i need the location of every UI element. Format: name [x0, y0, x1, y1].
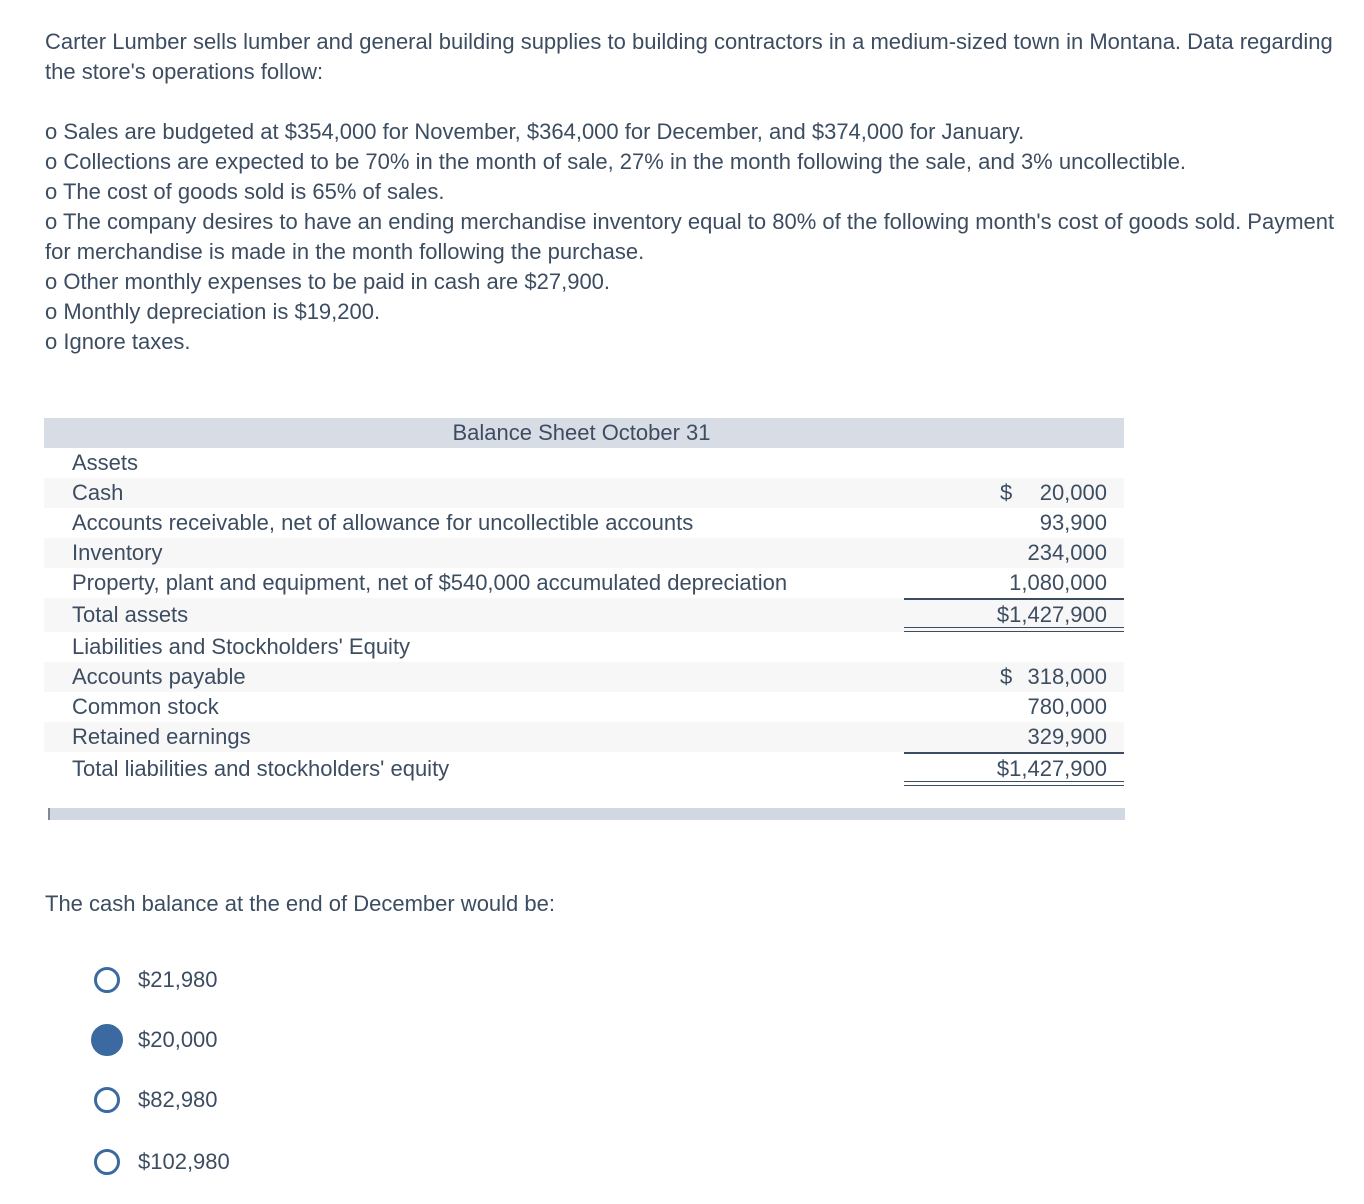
answer-option[interactable]	[94, 1145, 230, 1179]
radio-button[interactable]	[94, 1149, 120, 1175]
problem-intro: Carter Lumber sells lumber and general building supplies to building contractors in a medium-sized town in Montana. Data regarding the store's operations follow:	[45, 29, 1333, 84]
accounts-payable-value: 318,000	[1027, 664, 1107, 689]
balance-sheet-title: Balance Sheet October 31	[44, 418, 1124, 448]
table-row	[44, 632, 1124, 662]
inventory-label: Inventory	[72, 540, 163, 565]
assumption-item: o Ignore taxes.	[45, 329, 191, 354]
total-liabilities-equity-value: $1,427,900	[996, 756, 1107, 781]
answer-option[interactable]	[94, 1023, 218, 1057]
inventory-value: 234,000	[1027, 540, 1107, 565]
total-assets-value: $1,427,900	[996, 602, 1107, 627]
ppe-value: 1,080,000	[1009, 570, 1107, 595]
answer-option[interactable]	[94, 963, 218, 997]
retained-earnings-value: 329,900	[1027, 724, 1107, 749]
radio-button[interactable]	[94, 1087, 120, 1113]
total-assets-label: Total assets	[72, 602, 189, 627]
answer-option-label[interactable]: $21,980	[138, 967, 218, 992]
assumption-item: o Other monthly expenses to be paid in cash are $27,900.	[45, 269, 611, 294]
table-footer-bar	[48, 808, 1125, 820]
assumption-item: o The company desires to have an ending merchandise inventory equal to 80% of the following month's cost of goods sold. Payment for merchandise is made in the month following the purchase.	[45, 209, 1335, 264]
assumption-item: o Monthly depreciation is $19,200.	[45, 299, 381, 324]
assumption-item: o The cost of goods sold is 65% of sales.	[45, 179, 445, 204]
total-liabilities-equity-label: Total liabilities and stockholders' equity	[72, 756, 450, 781]
accounts-receivable-value: 93,900	[1039, 510, 1107, 535]
accounts-receivable-label: Accounts receivable, net of allowance for uncollectible accounts	[72, 510, 694, 535]
table-row	[44, 508, 1124, 538]
answer-option-label[interactable]: $102,980	[138, 1149, 230, 1174]
table-row	[44, 478, 1124, 508]
table-row	[44, 722, 1124, 752]
table-row	[44, 752, 1124, 786]
question-text: The cash balance at the end of December would be:	[45, 891, 555, 916]
table-row	[44, 538, 1124, 568]
assumption-list	[45, 117, 1350, 357]
assumption-item: o Collections are expected to be 70% in the month of sale, 27% in the month following the sale, and 3% uncollectible.	[45, 149, 1187, 174]
liabilities-heading: Liabilities and Stockholders' Equity	[72, 634, 411, 659]
common-stock-label: Common stock	[72, 694, 219, 719]
table-row	[44, 662, 1124, 692]
dollar-sign: $	[1000, 664, 1013, 689]
table-row	[44, 448, 1124, 478]
common-stock-value: 780,000	[1027, 694, 1107, 719]
retained-earnings-label: Retained earnings	[72, 724, 251, 749]
double-underline	[904, 781, 1124, 786]
table-row	[44, 568, 1124, 598]
answer-option[interactable]	[94, 1083, 218, 1117]
radio-button-selected[interactable]	[91, 1024, 123, 1056]
answer-option-label[interactable]: $20,000	[138, 1027, 218, 1052]
cash-value: 20,000	[1039, 480, 1107, 505]
answer-option-label[interactable]: $82,980	[138, 1087, 218, 1112]
table-row	[44, 598, 1124, 632]
assets-heading: Assets	[72, 450, 139, 475]
dollar-sign: $	[1000, 480, 1013, 505]
balance-sheet-table	[44, 418, 1124, 786]
accounts-payable-label: Accounts payable	[72, 664, 246, 689]
radio-button[interactable]	[94, 967, 120, 993]
table-row	[44, 692, 1124, 722]
cash-label: Cash	[72, 480, 124, 505]
assumption-item: o Sales are budgeted at $354,000 for November, $364,000 for December, and $374,000 for January.	[45, 119, 1025, 144]
ppe-label: Property, plant and equipment, net of $540,000 accumulated depreciation	[72, 570, 788, 595]
